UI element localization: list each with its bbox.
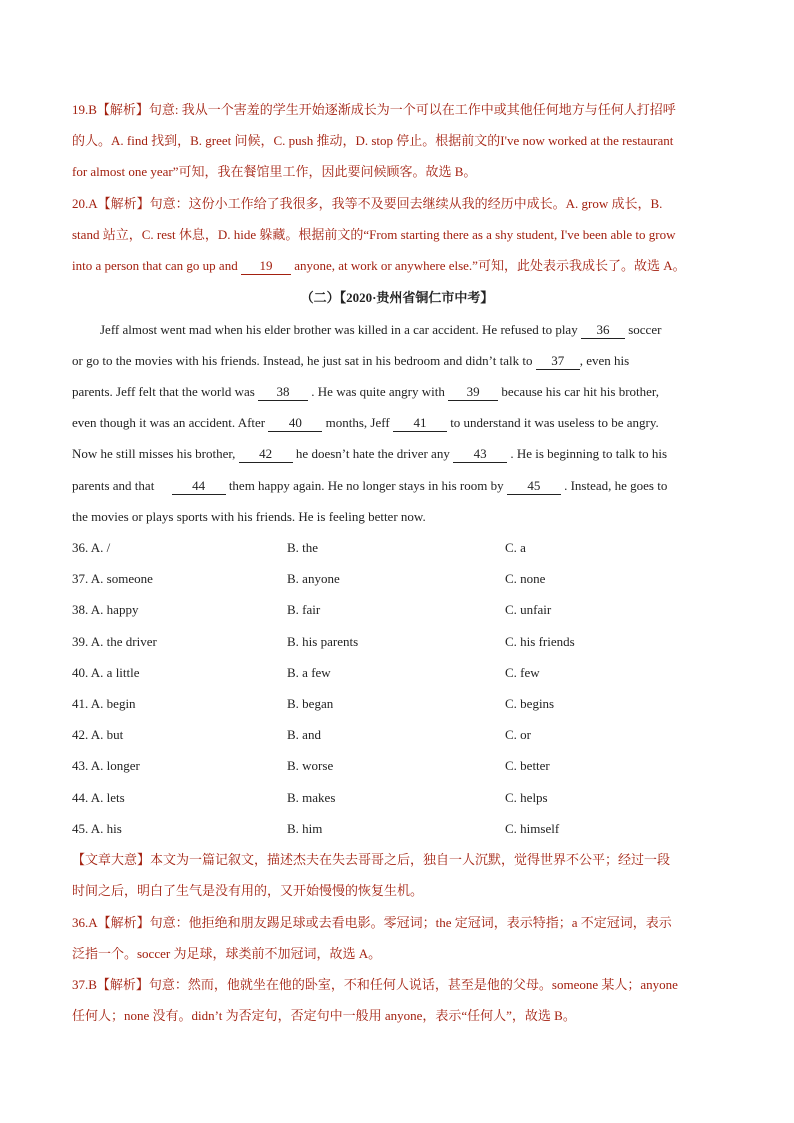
option-a: 39. A. the driver [72, 634, 157, 649]
passage-line-2 [72, 351, 724, 371]
passage-text: . Instead, he goes to [560, 478, 668, 493]
passage-line-7: the movies or plays sports with his friends. He is feeling better now. [72, 509, 426, 524]
summary-line-1: 【文章大意】本文为一篇记叙文，描述杰夫在失去哥哥之后，独自一人沉默，觉得世界不公平；经过一段 [72, 852, 671, 867]
section-title: （二）【2020·贵州省铜仁市中考】 [300, 290, 494, 305]
option-c: C. unfair [505, 602, 552, 617]
passage-text: . He was quite angry with [308, 384, 449, 399]
option-a: 42. A. but [72, 727, 124, 742]
explanation-37-line-1: 37.B【解析】句意：然而，他就坐在他的卧室，不和任何人说话，甚至是他的父母。someone 某人；anyone [72, 977, 678, 992]
blank-19: 19 [241, 258, 291, 275]
option-b: B. and [287, 727, 321, 742]
explanation-20-text-after: anyone, at work or anywhere else.”可知，此处表示我成长了。故选 A。 [290, 258, 686, 273]
option-a: 45. A. his [72, 821, 122, 836]
passage-line-4 [72, 413, 724, 433]
option-c: C. himself [505, 821, 560, 836]
passage-text: Jeff almost went mad when his elder brother was killed in a car accident. He refused to play [100, 322, 581, 337]
passage-text: because his car hit his brother, [498, 384, 659, 399]
blank-40: 40 [268, 415, 322, 432]
blank-45: 45 [507, 478, 561, 495]
blank-43: 43 [453, 446, 507, 463]
option-a: 37. A. someone [72, 571, 153, 586]
explanation-20-text-before: into a person that can go up and [72, 258, 241, 273]
passage-text: Now he still misses his brother, [72, 446, 239, 461]
passage-text: . He is beginning to talk to his [507, 446, 668, 461]
passage-line-5 [72, 444, 724, 464]
passage-text: or go to the movies with his friends. Instead, he just sat in his bedroom and didn’t talk to [72, 353, 536, 368]
explanation-20-line-1: 20.A【解析】句意：这份小工作给了我很多，我等不及要回去继续从我的经历中成长。A. grow 成长，B. [72, 196, 663, 211]
blank-36: 36 [581, 322, 625, 339]
passage-text: , even his [579, 353, 630, 368]
option-c: C. few [505, 665, 540, 680]
passage-text: even though it was an accident. After [72, 415, 269, 430]
explanation-37-line-2: 任何人；none 没有。didn’t 为否定句，否定句中一般用 anyone，表示“任何人”，故选 B。 [72, 1008, 576, 1023]
blank-37: 37 [536, 353, 580, 370]
option-c: C. or [505, 727, 531, 742]
option-b: B. fair [287, 602, 321, 617]
option-b: B. a few [287, 665, 331, 680]
passage-line-1 [100, 320, 724, 340]
option-b: B. worse [287, 758, 334, 773]
option-c: C. his friends [505, 634, 575, 649]
option-b: B. the [287, 540, 319, 555]
explanation-20-line-2: stand 站立，C. rest 休息，D. hide 躲藏。根据前文的“From starting there as a shy student, I've been able to grow [72, 227, 676, 242]
passage-text: months, Jeff [322, 415, 393, 430]
option-c: C. better [505, 758, 550, 773]
explanation-19-line-3: for almost one year”可知，我在餐馆里工作，因此要问候顾客。故选 B。 [72, 164, 477, 179]
explanation-20-line-3 [72, 256, 724, 276]
passage-text: parents. Jeff felt that the world was [72, 384, 259, 399]
passage-text: them happy again. He no longer stays in his room by [225, 478, 507, 493]
blank-39: 39 [448, 384, 498, 401]
blank-38: 38 [258, 384, 308, 401]
option-b: B. began [287, 696, 334, 711]
option-b: B. anyone [287, 571, 340, 586]
option-c: C. none [505, 571, 546, 586]
option-a: 36. A. / [72, 540, 111, 555]
passage-text: soccer [624, 322, 662, 337]
passage-text: to understand it was useless to be angry. [446, 415, 659, 430]
summary-line-2: 时间之后，明白了生气是没有用的，又开始慢慢的恢复生机。 [72, 883, 424, 898]
option-a: 38. A. happy [72, 602, 139, 617]
explanation-19-line-2: 的人。A. find 找到，B. greet 问候，C. push 推动，D. stop 停止。根据前文的I've now worked at the restaurant [72, 133, 674, 148]
option-b: B. his parents [287, 634, 359, 649]
option-a: 44. A. lets [72, 790, 125, 805]
passage-line-6 [72, 476, 724, 496]
option-a: 43. A. longer [72, 758, 140, 773]
option-a: 40. A. a little [72, 665, 140, 680]
blank-44: 44 [172, 478, 226, 495]
blank-42: 42 [239, 446, 293, 463]
option-c: C. helps [505, 790, 548, 805]
option-c: C. a [505, 540, 526, 555]
explanation-36-line-1: 36.A【解析】句意：他拒绝和朋友踢足球或去看电影。零冠词；the 定冠词，表示特指；a 不定冠词，表示 [72, 915, 672, 930]
explanation-36-line-2: 泛指一个。soccer 为足球，球类前不加冠词，故选 A。 [72, 946, 382, 961]
option-b: B. him [287, 821, 323, 836]
passage-text: parents and that [72, 478, 158, 493]
blank-41: 41 [393, 415, 447, 432]
option-c: C. begins [505, 696, 555, 711]
explanation-19-line-1: 19.B【解析】句意: 我从一个害羞的学生开始逐渐成长为一个可以在工作中或其他任何地方与任何人打招呼 [72, 102, 676, 117]
passage-line-3 [72, 382, 724, 402]
passage-text: he doesn’t hate the driver any [292, 446, 454, 461]
option-a: 41. A. begin [72, 696, 136, 711]
option-b: B. makes [287, 790, 336, 805]
